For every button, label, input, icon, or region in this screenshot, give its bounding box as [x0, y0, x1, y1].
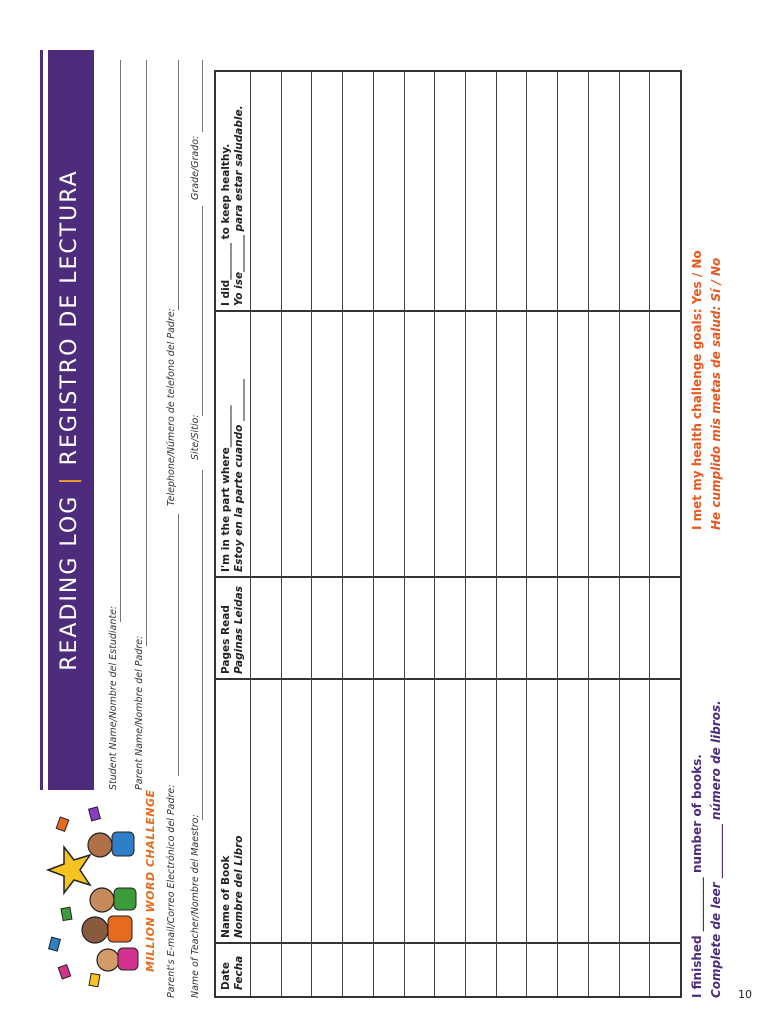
telephone-line[interactable]	[178, 60, 179, 310]
table-row[interactable]	[373, 72, 374, 996]
health-goals-es: He cumplido mis metas de salud: Sí / No	[709, 257, 723, 530]
table-row[interactable]	[588, 72, 589, 996]
teacher-name-line[interactable]	[202, 470, 203, 820]
column-divider	[216, 311, 680, 313]
parent-email-label: Parent's E-mail/Correo Electrónico del Padre:	[166, 784, 177, 998]
site-label: Site/Sitio:	[190, 414, 201, 460]
col-header-book-name: Name of Book Nombre del Libro	[220, 835, 245, 938]
table-row[interactable]	[619, 72, 620, 996]
parent-name-label: Parent Name/Nombre del Padre:	[134, 635, 145, 790]
table-row[interactable]	[250, 72, 251, 996]
teacher-name-label: Name of Teacher/Nombre del Maestro:	[190, 814, 201, 998]
table-row[interactable]	[281, 72, 282, 996]
table-row[interactable]	[649, 72, 650, 996]
student-name-label: Student Name/Nombre del Estudiante:	[108, 605, 119, 790]
table-row[interactable]	[311, 72, 312, 996]
books-finished-en: I finished _________ number of books.	[690, 754, 704, 998]
col-header-healthy: I did_______ to keep healthy. Yo ise_______ para estar saludable.	[220, 105, 245, 306]
logo-wordmark: MILLION WORD CHALLENGE	[144, 789, 157, 972]
million-word-challenge-logo	[40, 789, 160, 990]
books-finished-es: Complete de leer _________ número de libros.	[709, 700, 723, 998]
reading-log-table	[214, 70, 682, 998]
health-goals-en: I met my health challenge goals: Yes / No	[690, 250, 704, 530]
student-name-line[interactable]	[120, 60, 121, 622]
table-row[interactable]	[465, 72, 466, 996]
reading-log-sheet	[40, 50, 730, 1000]
grade-line[interactable]	[202, 60, 203, 132]
table-row[interactable]	[526, 72, 527, 996]
site-line[interactable]	[202, 206, 203, 416]
grade-label: Grade/Grado:	[190, 135, 201, 200]
title-english: READING LOG	[57, 494, 82, 671]
telephone-label: Telephone/Número de telefono del Padre:	[166, 308, 177, 506]
parent-name-line[interactable]	[146, 60, 147, 646]
col-header-date: Date Fecha	[220, 955, 245, 990]
page-number: 10	[738, 988, 752, 1001]
kids-reading-illustration	[40, 800, 150, 990]
health-goals-prompt	[688, 250, 726, 530]
title-banner	[48, 50, 94, 790]
col-header-part: I'm in the part where________ Estoy en la parte cuando ________	[220, 379, 245, 572]
parent-email-line[interactable]	[178, 514, 179, 776]
column-divider	[216, 577, 680, 579]
table-row[interactable]	[342, 72, 343, 996]
banner-top-rule	[40, 50, 43, 790]
table-row[interactable]	[434, 72, 435, 996]
table-row[interactable]	[557, 72, 558, 996]
table-row[interactable]	[496, 72, 497, 996]
title-separator: |	[57, 475, 82, 485]
column-divider	[216, 943, 680, 945]
page-title	[57, 50, 82, 790]
books-finished-prompt	[688, 700, 726, 998]
col-header-pages-read: Pages Read Paginas Leidas	[220, 586, 245, 674]
column-divider	[216, 679, 680, 681]
title-spanish: REGISTRO DE LECTURA	[57, 169, 82, 466]
table-row[interactable]	[404, 72, 405, 996]
